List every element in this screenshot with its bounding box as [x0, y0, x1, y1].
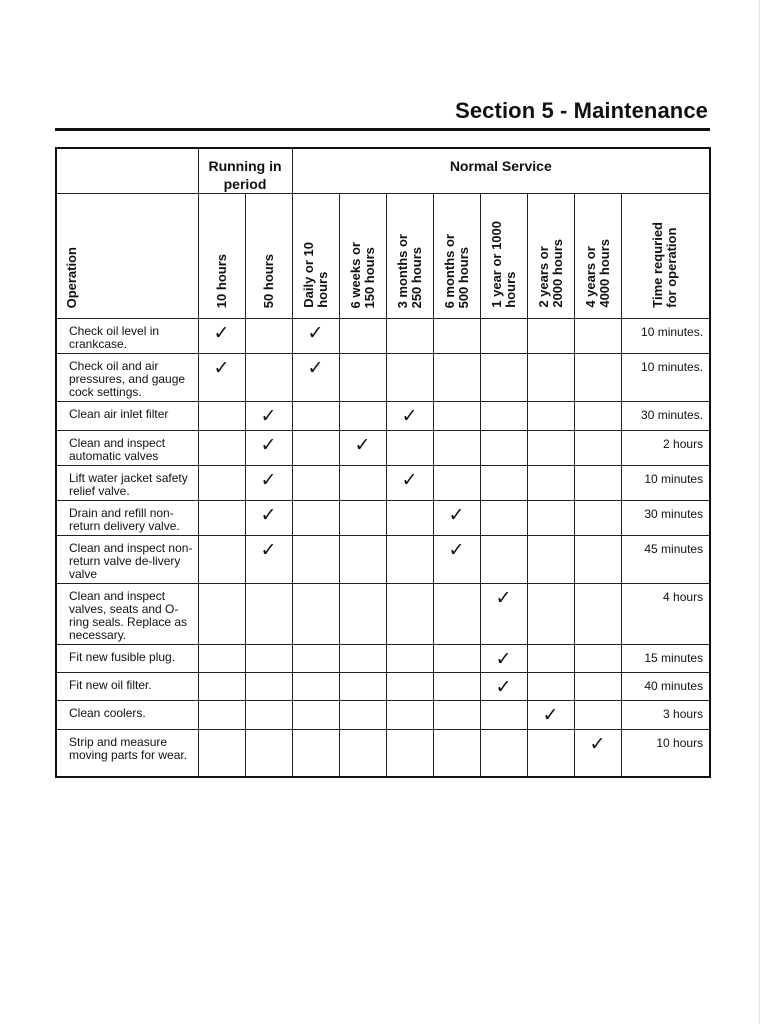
- empty-cell: [292, 673, 339, 701]
- empty-cell: [527, 319, 574, 354]
- column-header-label: 2 years or 2000 hours: [535, 239, 565, 308]
- empty-cell: [292, 466, 339, 501]
- empty-cell: [480, 466, 527, 501]
- column-header-operation: [56, 194, 198, 319]
- empty-cell: [433, 645, 480, 673]
- empty-cell: [198, 701, 245, 730]
- operation-cell: Drain and refill non-return delivery valve.: [56, 501, 198, 536]
- empty-cell: [433, 354, 480, 402]
- empty-cell: [292, 402, 339, 431]
- check-mark-cell: ✓: [386, 402, 433, 431]
- empty-cell: [433, 584, 480, 645]
- empty-cell: [245, 354, 292, 402]
- column-header-label: Operation: [64, 246, 79, 308]
- check-mark-cell: ✓: [245, 501, 292, 536]
- empty-cell: [527, 402, 574, 431]
- empty-cell: [433, 730, 480, 777]
- empty-cell: [386, 536, 433, 584]
- check-mark-cell: ✓: [245, 402, 292, 431]
- empty-cell: [574, 319, 621, 354]
- maintenance-table: [55, 147, 711, 778]
- table-row: [56, 319, 710, 354]
- check-mark-cell: ✓: [292, 354, 339, 402]
- empty-cell: [433, 319, 480, 354]
- time-cell: 30 minutes.: [621, 402, 710, 431]
- check-mark-cell: ✓: [433, 501, 480, 536]
- column-header-label: Daily or 10 hours: [300, 242, 330, 308]
- empty-cell: [339, 402, 386, 431]
- empty-cell: [198, 673, 245, 701]
- empty-cell: [480, 536, 527, 584]
- time-cell: 10 minutes: [621, 466, 710, 501]
- check-mark-cell: ✓: [386, 466, 433, 501]
- empty-cell: [198, 536, 245, 584]
- check-mark-cell: ✓: [433, 536, 480, 584]
- time-cell: 10 minutes.: [621, 319, 710, 354]
- empty-cell: [574, 466, 621, 501]
- empty-cell: [480, 701, 527, 730]
- empty-cell: [198, 730, 245, 777]
- header-rule: [55, 128, 710, 131]
- check-mark-cell: ✓: [198, 319, 245, 354]
- page-edge: [759, 0, 760, 1024]
- empty-cell: [480, 319, 527, 354]
- time-cell: 10 hours: [621, 730, 710, 777]
- empty-cell: [480, 354, 527, 402]
- empty-cell: [574, 501, 621, 536]
- empty-cell: [574, 354, 621, 402]
- operation-cell: Fit new oil filter.: [56, 673, 198, 701]
- empty-cell: [433, 701, 480, 730]
- column-header-label: 6 weeks or 150 hours: [347, 241, 377, 308]
- column-header-label: 10 hours: [213, 253, 229, 308]
- empty-cell: [480, 501, 527, 536]
- column-header: [386, 194, 433, 319]
- column-header: [433, 194, 480, 319]
- table-row: [56, 701, 710, 730]
- empty-cell: [527, 354, 574, 402]
- check-mark-cell: ✓: [339, 431, 386, 466]
- empty-cell: [386, 354, 433, 402]
- empty-cell: [292, 584, 339, 645]
- empty-cell: [480, 730, 527, 777]
- operation-cell: Clean and inspect automatic valves: [56, 431, 198, 466]
- time-cell: 2 hours: [621, 431, 710, 466]
- column-header-label: 3 months or 250 hours: [394, 233, 424, 308]
- empty-cell: [574, 701, 621, 730]
- column-header: [574, 194, 621, 319]
- time-cell: 3 hours: [621, 701, 710, 730]
- empty-cell: [339, 319, 386, 354]
- empty-cell: [339, 466, 386, 501]
- group-normal-service: Normal Service: [292, 148, 710, 194]
- table-row: [56, 536, 710, 584]
- operation-cell: Fit new fusible plug.: [56, 645, 198, 673]
- empty-cell: [198, 466, 245, 501]
- column-header-label: 6 months or 500 hours: [441, 233, 471, 308]
- empty-cell: [198, 402, 245, 431]
- table-row: [56, 431, 710, 466]
- time-cell: 15 minutes: [621, 645, 710, 673]
- empty-cell: [292, 701, 339, 730]
- time-cell: 40 minutes: [621, 673, 710, 701]
- empty-cell: [292, 645, 339, 673]
- empty-cell: [198, 501, 245, 536]
- empty-cell: [245, 730, 292, 777]
- operation-cell: Clean air inlet filter: [56, 402, 198, 431]
- time-cell: 10 minutes.: [621, 354, 710, 402]
- column-header-label: 50 hours: [260, 253, 276, 308]
- table-row: [56, 466, 710, 501]
- section-title: Section 5 - Maintenance: [455, 98, 708, 123]
- empty-cell: [527, 645, 574, 673]
- empty-cell: [574, 431, 621, 466]
- column-header: [245, 194, 292, 319]
- column-header: [527, 194, 574, 319]
- table-row: [56, 730, 710, 777]
- column-header: [339, 194, 386, 319]
- empty-cell: [339, 673, 386, 701]
- table-row: [56, 645, 710, 673]
- empty-cell: [339, 501, 386, 536]
- operation-cell: Check oil and air pressures, and gauge cock settings.: [56, 354, 198, 402]
- corner-cell: [56, 148, 198, 194]
- table-row: [56, 501, 710, 536]
- empty-cell: [386, 501, 433, 536]
- check-mark-cell: ✓: [480, 673, 527, 701]
- operation-cell: Clean and inspect non-return valve de-livery valve: [56, 536, 198, 584]
- table-row: [56, 584, 710, 645]
- check-mark-cell: ✓: [480, 645, 527, 673]
- empty-cell: [292, 536, 339, 584]
- empty-cell: [527, 673, 574, 701]
- operation-cell: Lift water jacket safety relief valve.: [56, 466, 198, 501]
- empty-cell: [245, 701, 292, 730]
- empty-cell: [198, 645, 245, 673]
- empty-cell: [527, 730, 574, 777]
- table-row: [56, 354, 710, 402]
- empty-cell: [292, 501, 339, 536]
- empty-cell: [433, 431, 480, 466]
- empty-cell: [574, 536, 621, 584]
- empty-cell: [433, 402, 480, 431]
- empty-cell: [198, 584, 245, 645]
- column-header: [292, 194, 339, 319]
- column-header-label: Time requried for operation: [650, 222, 680, 308]
- empty-cell: [339, 730, 386, 777]
- check-mark-cell: ✓: [245, 466, 292, 501]
- check-mark-cell: ✓: [245, 536, 292, 584]
- empty-cell: [339, 354, 386, 402]
- time-cell: 4 hours: [621, 584, 710, 645]
- column-header-label: 4 years or 4000 hours: [582, 239, 612, 308]
- time-cell: 30 minutes: [621, 501, 710, 536]
- check-mark-cell: ✓: [480, 584, 527, 645]
- empty-cell: [198, 431, 245, 466]
- empty-cell: [245, 673, 292, 701]
- empty-cell: [433, 466, 480, 501]
- empty-cell: [574, 673, 621, 701]
- empty-cell: [386, 645, 433, 673]
- empty-cell: [527, 501, 574, 536]
- check-mark-cell: ✓: [574, 730, 621, 777]
- operation-cell: Strip and measure moving parts for wear.: [56, 730, 198, 777]
- empty-cell: [527, 536, 574, 584]
- time-cell: 45 minutes: [621, 536, 710, 584]
- empty-cell: [386, 673, 433, 701]
- column-header: [198, 194, 245, 319]
- check-mark-cell: ✓: [292, 319, 339, 354]
- empty-cell: [527, 431, 574, 466]
- empty-cell: [245, 645, 292, 673]
- table-row: [56, 402, 710, 431]
- group-running-in: Running in period: [198, 148, 292, 194]
- empty-cell: [386, 584, 433, 645]
- operation-cell: Clean coolers.: [56, 701, 198, 730]
- empty-cell: [480, 431, 527, 466]
- empty-cell: [574, 645, 621, 673]
- empty-cell: [339, 645, 386, 673]
- operation-cell: Clean and inspect valves, seats and O-ring seals. Replace as necessary.: [56, 584, 198, 645]
- empty-cell: [339, 536, 386, 584]
- check-mark-cell: ✓: [198, 354, 245, 402]
- empty-cell: [339, 701, 386, 730]
- empty-cell: [386, 319, 433, 354]
- empty-cell: [386, 730, 433, 777]
- empty-cell: [433, 673, 480, 701]
- empty-cell: [292, 730, 339, 777]
- empty-cell: [527, 466, 574, 501]
- empty-cell: [245, 319, 292, 354]
- operation-cell: Check oil level in crankcase.: [56, 319, 198, 354]
- empty-cell: [527, 584, 574, 645]
- empty-cell: [386, 701, 433, 730]
- column-header: [621, 194, 710, 319]
- empty-cell: [339, 584, 386, 645]
- empty-cell: [480, 402, 527, 431]
- empty-cell: [245, 584, 292, 645]
- column-header: [480, 194, 527, 319]
- table-row: [56, 673, 710, 701]
- empty-cell: [386, 431, 433, 466]
- empty-cell: [574, 402, 621, 431]
- check-mark-cell: ✓: [527, 701, 574, 730]
- empty-cell: [292, 431, 339, 466]
- column-header-label: 1 year or 1000 hours: [488, 221, 518, 308]
- check-mark-cell: ✓: [245, 431, 292, 466]
- empty-cell: [574, 584, 621, 645]
